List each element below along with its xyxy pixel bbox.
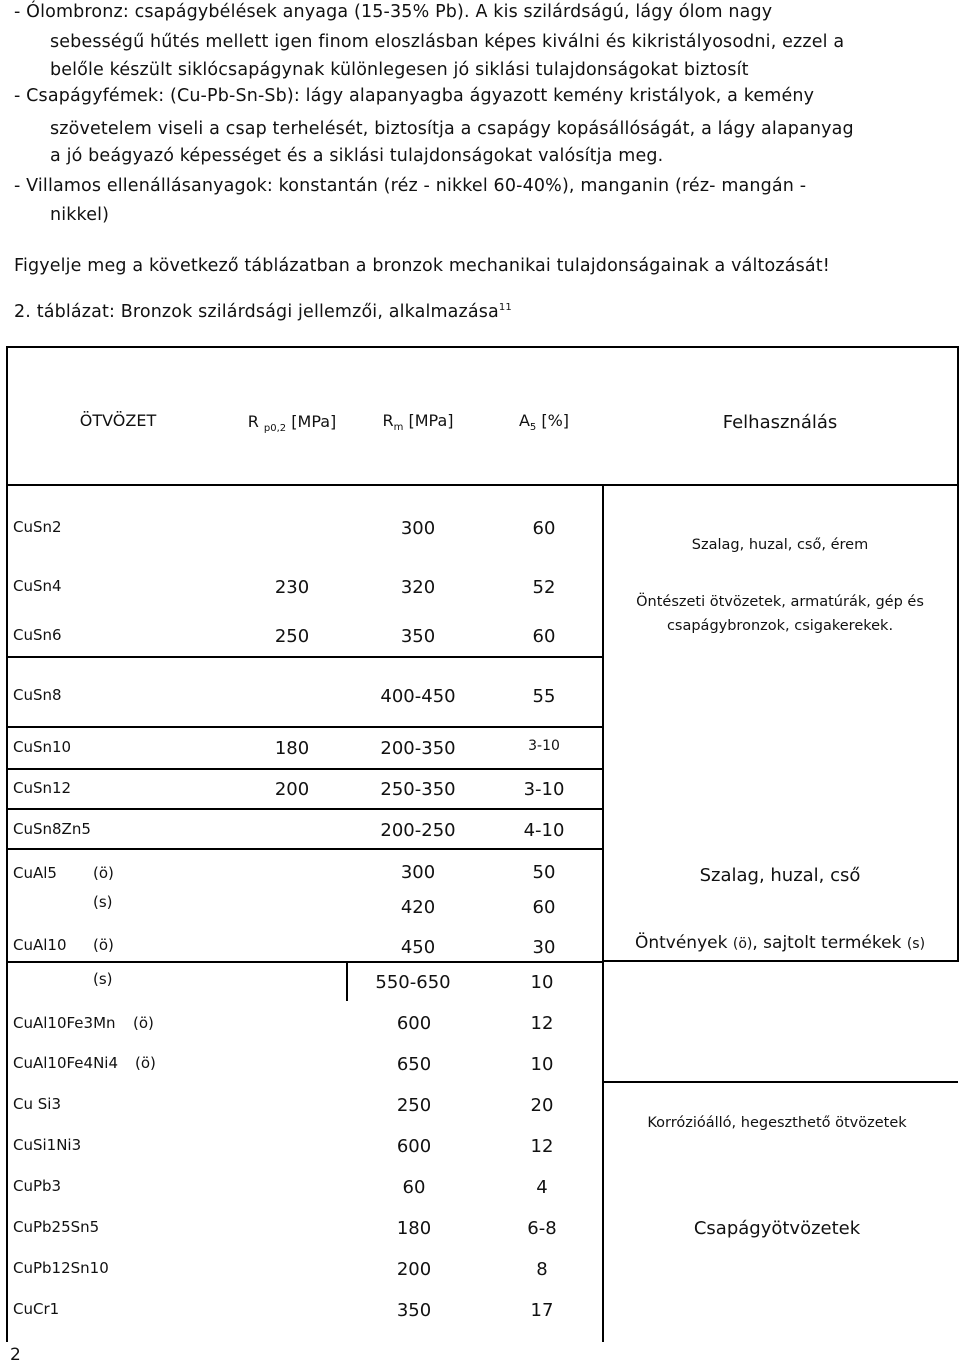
cell-rm: 400-450 [380,686,456,707]
cell-a5: 12 [530,1136,554,1157]
text-line-5: szövetelem viseli a csap terhelését, biztosítja a csapágy kopásállóságát, a lágy alapanyag [50,119,854,139]
use-text-6: Csapágyötvözetek [693,1218,861,1239]
cell-rp: 230 [274,577,310,598]
header-rp: R $_{p0,2}$ [MPa] [247,412,337,435]
text-line-2: sebességű hűtés mellett igen finom eloszlásban képes kiválni és kikristályosodni, ezzel a [50,32,845,52]
cell-a5: 60 [532,626,556,647]
cell-rm: 350 [400,626,436,647]
use-text-2b: csapágybronzok, csigakerekek. [666,618,894,634]
use-text-4: Öntvények (ö), sajtolt termékek (s) [634,933,926,953]
use-text-2a: Öntészeti ötvözetek, armatúrák, gép és [636,594,924,610]
text-line-8: nikkel) [50,205,110,225]
cell-rm: 180 [396,1218,432,1239]
cell-a5: 50 [532,862,556,883]
cell-alloy: CuSn12 [13,779,72,797]
cell-modifier: (ö) [93,864,114,882]
cell-modifier: (ö) [135,1054,156,1072]
cell-alloy: CuAl5 [13,864,57,882]
cell-rm: 600 [396,1013,432,1034]
text-line-1: - Ólombronz: csapágybélések anyaga (15-35% Pb). A kis szilárdságú, lágy ólom nagy [14,2,773,22]
cell-alloy: CuSi1Ni3 [13,1136,82,1154]
cell-a5: 10 [530,972,554,993]
text-line-7: - Villamos ellenállásanyagok: konstantán (réz - nikkel 60-40%), manganin (réz- mangán - [14,176,807,196]
cell-a5: 4 [536,1177,548,1198]
cell-a5: 6-8 [527,1218,557,1239]
cell-a5: 55 [532,686,556,707]
cell-a5: 3-10 [523,779,565,800]
cell-alloy: CuAl10 [13,936,67,954]
cell-modifier: (s) [93,893,113,911]
header-use: Felhasználás [722,412,838,433]
cell-a5: 60 [532,518,556,539]
cell-rm: 200-250 [380,820,456,841]
cell-a5: 3-10 [528,738,560,754]
cell-alloy: CuSn4 [13,577,62,595]
cell-alloy: CuAl10Fe4Ni4 [13,1054,119,1072]
table-caption-text: 2. táblázat: Bronzok szilárdsági jellemzői, alkalmazása [14,302,499,322]
cell-rm: 60 [402,1177,426,1198]
use-text-3: Szalag, huzal, cső [699,865,861,886]
cell-a5: 52 [532,577,556,598]
cell-rm: 200-350 [380,738,456,759]
cell-rp: 180 [274,738,310,759]
cell-alloy: CuCr1 [13,1300,60,1318]
cell-modifier: (s) [93,970,113,988]
cell-a5: 17 [530,1300,554,1321]
page-number: 2 [10,1345,21,1365]
cell-rm: 550-650 [375,972,451,993]
cell-rm: 320 [400,577,436,598]
cell-alloy: CuSn10 [13,738,72,756]
cell-rp: 200 [274,779,310,800]
cell-rm: 350 [396,1300,432,1321]
cell-alloy: CuSn6 [13,626,62,644]
cell-a5: 8 [536,1259,548,1280]
text-line-6: a jó beágyazó képességet és a siklási tulajdonságokat valósítja meg. [50,146,664,166]
cell-a5: 12 [530,1013,554,1034]
cell-rp: 250 [274,626,310,647]
cell-modifier: (ö) [133,1014,154,1032]
cell-alloy: CuPb25Sn5 [13,1218,100,1236]
cell-rm: 650 [396,1054,432,1075]
cell-rm: 250-350 [380,779,456,800]
cell-alloy: CuPb3 [13,1177,62,1195]
table-caption [14,302,512,322]
cell-a5: 60 [532,897,556,918]
cell-rm: 450 [400,937,436,958]
cell-a5: 20 [530,1095,554,1116]
cell-a5: 10 [530,1054,554,1075]
footnote-ref: 11 [498,302,512,314]
instruction-text: Figyelje meg a következő táblázatban a bronzok mechanikai tulajdonságainak a változását! [14,256,830,276]
cell-a5: 4-10 [523,820,565,841]
cell-rm: 420 [400,897,436,918]
header-a5: $A_5$ [%] [518,411,570,434]
cell-rm: 300 [400,518,436,539]
cell-a5: 30 [532,937,556,958]
cell-alloy: CuPb12Sn10 [13,1259,109,1277]
cell-alloy: CuSn8 [13,686,62,704]
use-text-5: Korrózióálló, hegeszthető ötvözetek [647,1115,907,1131]
cell-alloy: Cu Si3 [13,1095,61,1113]
cell-alloy: CuSn2 [13,518,62,536]
text-line-4: - Csapágyfémek: (Cu-Pb-Sn-Sb): lágy alapanyagba ágyazott kemény kristályok, a kemény [14,86,815,106]
cell-rm: 300 [400,862,436,883]
header-rm: $R_m$ [MPa] [382,411,454,434]
cell-alloy: CuAl10Fe3Mn [13,1014,116,1032]
text-line-3: belőle készült siklócsapágynak különlegesen jó siklási tulajdonságokat biztosít [50,60,749,80]
cell-rm: 600 [396,1136,432,1157]
cell-rm: 200 [396,1259,432,1280]
cell-alloy: CuSn8Zn5 [13,820,91,838]
cell-rm: 250 [396,1095,432,1116]
header-alloy: ÖTVÖZET [79,411,157,430]
use-text-1: Szalag, huzal, cső, érem [691,537,869,553]
cell-modifier: (ö) [93,936,114,954]
